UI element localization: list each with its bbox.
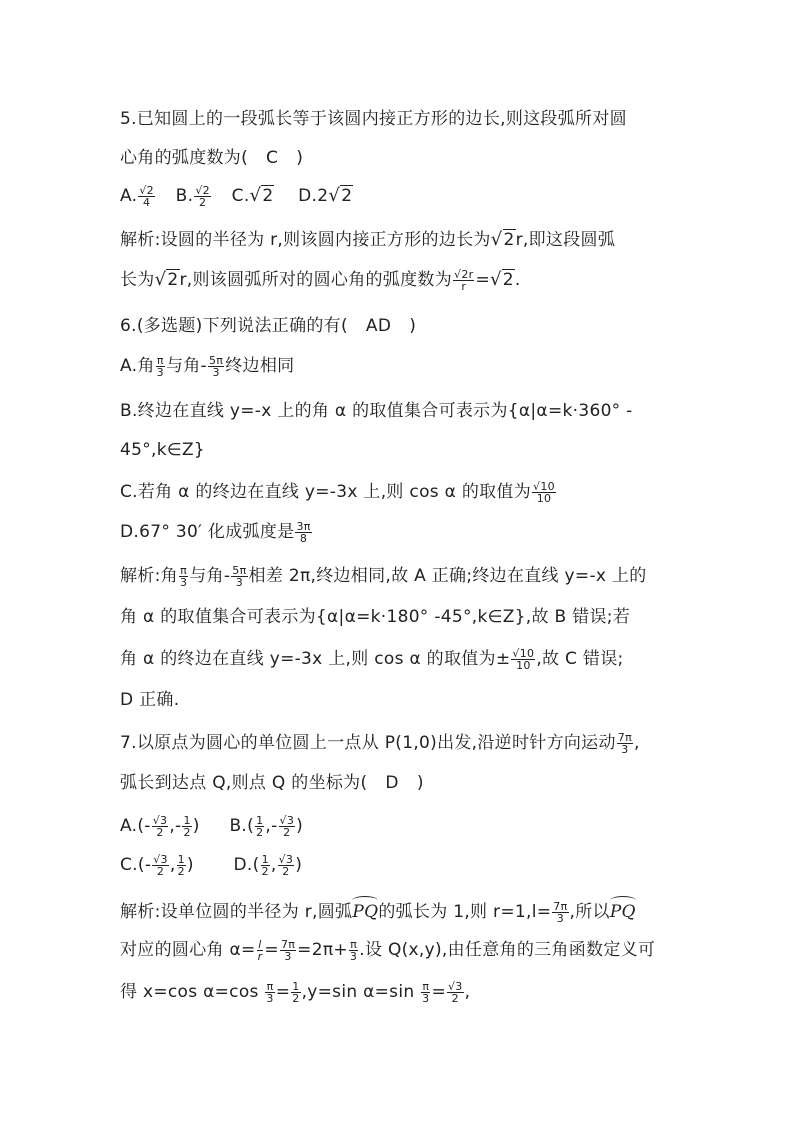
q5-solution-line2 xyxy=(120,268,521,292)
sign: - xyxy=(144,816,151,836)
q6-option-b-text: B.终边在直线 y=-x 上的角 α 的取值集合可表示为{α|α=k·360° - xyxy=(120,401,633,421)
q5-options xyxy=(120,184,353,208)
fraction xyxy=(177,854,186,877)
equals: = xyxy=(475,270,490,290)
paren: ( xyxy=(137,855,145,875)
q5-solution-line1 xyxy=(120,228,615,252)
equals: = xyxy=(264,940,279,960)
q5-stem-close: ) xyxy=(296,148,304,168)
frac-num: 3π xyxy=(296,519,311,533)
paren: ) xyxy=(296,816,304,836)
q6-stem xyxy=(120,314,416,338)
comma: , xyxy=(270,855,277,875)
comma: , xyxy=(169,816,176,836)
paren: ( xyxy=(137,816,145,836)
fraction xyxy=(156,355,165,378)
frac-num: √10 xyxy=(512,646,535,660)
fraction xyxy=(295,521,311,544)
fraction xyxy=(349,939,358,962)
frac-num: 7π xyxy=(280,937,296,951)
sign: - xyxy=(144,855,152,875)
q5-answer: C xyxy=(266,148,279,168)
q7-stem-text: 7.以原点为圆心的单位圆上一点从 P(1,0)出发,沿逆时针方向运动 xyxy=(120,733,616,753)
q5-stem-text: 5.已知圆上的一段弧长等于该圆内接正方形的边长,则这段弧所对圆 xyxy=(120,109,627,129)
frac-den: 3 xyxy=(156,365,164,379)
frac-num: π xyxy=(180,563,188,577)
frac-den: 2 xyxy=(283,825,291,839)
q6-answer: AD xyxy=(365,316,392,336)
q7-solution-mid3: ,y=sin α=sin xyxy=(301,982,421,1002)
frac-num: π xyxy=(266,979,274,993)
q5-solution-text: 解析:设圆的半径为 r,则该圆内接正方形的边长为 xyxy=(120,230,491,250)
q5-stem-line2 xyxy=(120,146,303,170)
q5-option-d-radical: √2 xyxy=(328,185,353,206)
q5-stem-line1 xyxy=(120,107,627,131)
q5-option-b-label: B. xyxy=(175,186,194,206)
paren: ( xyxy=(247,816,255,836)
q5-solution-radical: √2 xyxy=(154,269,179,290)
q7-solution-text: 解析:设单位圆的半径为 r,圆弧 xyxy=(120,902,353,922)
q6-stem-close: ) xyxy=(409,316,417,336)
fraction xyxy=(278,854,295,877)
frac-num: 5π xyxy=(232,563,247,577)
q6-option-b-text2: 45°,k∈Z} xyxy=(120,440,206,460)
frac-den: 3 xyxy=(266,991,274,1005)
q6-option-c xyxy=(120,480,557,504)
q5-solution-fraction xyxy=(453,269,474,292)
frac-den: 3 xyxy=(422,991,430,1005)
q7-stem-close: ) xyxy=(416,773,424,793)
radicand: 2 xyxy=(341,186,353,206)
fraction xyxy=(291,981,300,1004)
frac-den: 3 xyxy=(284,949,292,963)
fraction xyxy=(255,815,264,838)
frac-den: 4 xyxy=(142,195,151,209)
radicand: 2 xyxy=(262,186,274,206)
q7-solution-line2 xyxy=(120,938,655,962)
fraction xyxy=(532,481,556,504)
fraction xyxy=(208,355,224,378)
q7-option-b-label: B. xyxy=(229,816,248,836)
fraction xyxy=(265,981,274,1004)
paren: ) xyxy=(192,816,200,836)
q7-stem-text2: 弧长到达点 Q,则点 Q 的坐标为( xyxy=(120,773,368,793)
q6-solution-end: 相差 2π,终边相同,故 A 正确;终边在直线 y=-x 上的 xyxy=(248,566,647,586)
q5-option-a-fraction xyxy=(138,185,155,208)
frac-num: π xyxy=(156,353,164,367)
frac-den: 2 xyxy=(198,195,207,209)
q6-solution-line2 xyxy=(120,605,630,629)
frac-den: 8 xyxy=(299,531,308,545)
comma: , xyxy=(265,816,272,836)
q5-option-d-coef: 2 xyxy=(317,186,329,206)
frac-num: √2r xyxy=(454,267,474,281)
sign: - xyxy=(271,816,278,836)
arc-pq-symbol: PQ xyxy=(610,896,636,924)
fraction xyxy=(617,732,633,755)
frac-den: r xyxy=(461,279,467,293)
frac-den: 10 xyxy=(536,491,552,505)
frac-den: 2 xyxy=(292,991,300,1005)
equals: = xyxy=(431,982,446,1002)
q7-solution-line1 xyxy=(120,896,636,924)
fraction xyxy=(552,901,568,924)
paren: ( xyxy=(252,855,260,875)
frac-den: 3 xyxy=(349,949,358,963)
frac-num: 7π xyxy=(617,730,633,744)
q6-solution-text3: 角 α 的终边在直线 y=-3x 上,则 cos α 的取值为± xyxy=(120,649,511,669)
q6-option-a xyxy=(120,354,294,378)
fraction xyxy=(152,854,169,877)
fraction xyxy=(231,565,247,588)
q6-solution-line3 xyxy=(120,647,624,671)
frac-num: π xyxy=(350,937,358,951)
q6-option-d-text: D.67° 30′ 化成弧度是 xyxy=(120,522,295,542)
frac-num: √3 xyxy=(278,852,294,866)
sign: - xyxy=(175,816,182,836)
frac-den: 2 xyxy=(282,864,290,878)
arc-pq-symbol: PQ xyxy=(352,896,378,924)
q7-options-ab xyxy=(120,814,303,838)
frac-den: 3 xyxy=(235,575,244,589)
q7-option-c-label: C. xyxy=(120,855,138,875)
frac-num: √10 xyxy=(533,479,555,493)
q7-solution-text2: 对应的圆心角 α= xyxy=(120,940,256,960)
frac-num: 1 xyxy=(183,813,191,827)
fraction xyxy=(280,939,296,962)
frac-num: 5π xyxy=(209,353,224,367)
q6-solution-text: 解析:角 xyxy=(120,566,178,586)
frac-den: 2 xyxy=(451,991,459,1005)
q7-solution-text3: 得 x=cos α=cos xyxy=(120,982,265,1002)
q6-solution-line1 xyxy=(120,564,647,588)
q7-solution-line3 xyxy=(120,980,470,1004)
q5-option-a-label: A. xyxy=(120,186,138,206)
frac-num: √2 xyxy=(139,183,154,197)
q5-solution-text-end: r,即这段圆弧 xyxy=(515,230,616,250)
q6-solution-text2: 角 α 的取值集合可表示为{α|α=k·180° -45°,k∈Z},故 B 错误;若 xyxy=(120,607,631,627)
frac-num: √2 xyxy=(195,183,210,197)
paren: ) xyxy=(295,855,303,875)
fraction xyxy=(511,648,535,671)
q5-solution-text-mid: r,则该圆弧所对的圆心角的弧度数为 xyxy=(179,270,453,290)
fraction xyxy=(421,981,430,1004)
frac-num: 1 xyxy=(177,852,185,866)
frac-den: 2 xyxy=(177,864,185,878)
q5-solution-radical: √2 xyxy=(490,229,515,250)
frac-den: 10 xyxy=(516,658,531,672)
q5-stem-text2: 心角的弧度数为( xyxy=(120,148,249,168)
fraction xyxy=(257,939,264,962)
q6-option-b-line2 xyxy=(120,438,205,462)
equals: = xyxy=(275,982,291,1002)
q6-solution-text4: D 正确. xyxy=(120,690,180,710)
q6-option-a-end: 终边相同 xyxy=(225,356,295,376)
q7-solution-mid2: =2π+ xyxy=(297,940,348,960)
frac-num: 1 xyxy=(261,852,269,866)
comma: , xyxy=(169,855,176,875)
frac-num: l xyxy=(258,937,262,951)
frac-num: √3 xyxy=(448,979,463,993)
frac-den: 3 xyxy=(212,365,220,379)
fraction xyxy=(179,565,188,588)
q5-solution-radical2: √2 xyxy=(490,269,514,290)
q7-solution-mid: 的弧长为 1,则 r=1,l= xyxy=(378,902,552,922)
fraction xyxy=(279,815,296,838)
q7-option-a-label: A. xyxy=(120,816,138,836)
q7-options-cd xyxy=(120,853,302,877)
q5-option-d-label: D. xyxy=(298,186,318,206)
frac-den: 2 xyxy=(256,825,264,839)
q6-solution-text3-end: ,故 C 错误; xyxy=(536,649,624,669)
fraction xyxy=(261,854,270,877)
radicand: 2 xyxy=(503,230,515,250)
frac-num: π xyxy=(422,979,430,993)
comma: , xyxy=(634,733,640,753)
q5-solution-text: 长为 xyxy=(120,270,155,290)
q7-stem-line2 xyxy=(120,771,424,795)
q6-solution-mid: 与角- xyxy=(189,566,231,586)
frac-den: 2 xyxy=(156,864,165,878)
frac-den: 2 xyxy=(261,864,269,878)
fraction xyxy=(447,981,464,1004)
period: . xyxy=(514,270,521,290)
q7-answer: D xyxy=(385,773,399,793)
frac-num: 7π xyxy=(553,899,568,913)
q6-solution-line4 xyxy=(120,688,179,712)
frac-den: 3 xyxy=(556,911,565,925)
frac-den: 2 xyxy=(156,825,164,839)
paren: ) xyxy=(186,855,194,875)
q5-option-b-fraction xyxy=(194,185,211,208)
q6-option-b-line1 xyxy=(120,399,633,423)
radicand: 2 xyxy=(502,270,514,290)
q5-option-c-radical: √2 xyxy=(249,185,274,206)
q6-option-a-mid: 与角- xyxy=(165,356,207,376)
frac-den: 3 xyxy=(621,742,629,756)
q6-stem-text: 6.(多选题)下列说法正确的有( xyxy=(120,316,348,336)
frac-num: √3 xyxy=(153,852,168,866)
q6-option-a-text: A.角 xyxy=(120,356,155,376)
q6-option-c-text: C.若角 α 的终边在直线 y=-3x 上,则 cos α 的取值为 xyxy=(120,482,532,502)
radicand: 2 xyxy=(167,270,179,290)
q7-solution-post2: .设 Q(x,y),由任意角的三角函数定义可 xyxy=(359,940,656,960)
frac-num: √3 xyxy=(279,813,295,827)
q6-option-d xyxy=(120,520,313,544)
frac-num: 1 xyxy=(256,813,264,827)
frac-den: r xyxy=(257,949,263,963)
q7-stem-line1 xyxy=(120,731,640,755)
frac-num: 1 xyxy=(292,979,300,993)
comma: , xyxy=(464,982,471,1002)
q7-solution-post: ,所以 xyxy=(569,902,610,922)
q5-option-c-label: C. xyxy=(231,186,250,206)
q7-option-d-label: D. xyxy=(233,855,253,875)
frac-num: √3 xyxy=(152,813,168,827)
fraction xyxy=(182,815,191,838)
fraction xyxy=(152,815,169,838)
frac-den: 2 xyxy=(183,825,191,839)
frac-den: 3 xyxy=(179,575,188,589)
